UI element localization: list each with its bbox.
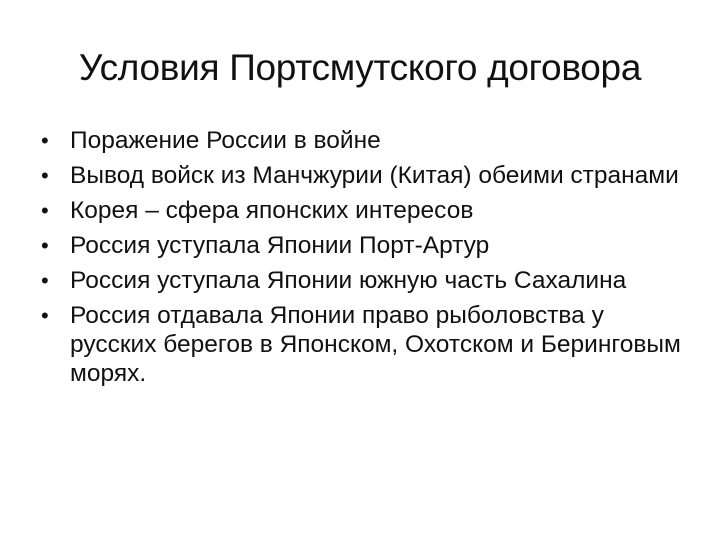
bullet-icon: •	[41, 198, 49, 223]
bullet-icon: •	[41, 303, 49, 328]
bullet-icon: •	[41, 268, 49, 293]
bullet-text: Поражение России в войне	[70, 127, 381, 154]
slide-title: Условия Портсмутского договора	[78, 47, 642, 88]
bullet-text: Россия уступала Японии южную часть Сахалина	[70, 267, 627, 294]
bullet-text: Россия отдавала Японии право рыболовства у русских берегов в Японском, Охотском и Беринговым морях.	[70, 302, 681, 387]
bullet-item-fishing-rights	[38, 301, 688, 388]
bullet-item-sakhalin	[38, 266, 688, 295]
bullet-item-defeat	[38, 126, 688, 155]
bullet-item-troop-withdrawal	[38, 161, 688, 190]
bullet-text: Россия уступала Японии Порт-Артур	[70, 232, 490, 259]
bullet-text: Вывод войск из Манчжурии (Китая) обеими странами	[70, 162, 679, 189]
bullet-item-port-arthur	[38, 231, 688, 260]
bullet-icon: •	[41, 163, 49, 188]
bullet-item-korea	[38, 196, 688, 225]
bullet-text: Корея – сфера японских интересов	[70, 197, 474, 224]
bullet-icon: •	[41, 128, 49, 153]
bullet-list	[38, 126, 688, 394]
bullet-icon: •	[41, 233, 49, 258]
